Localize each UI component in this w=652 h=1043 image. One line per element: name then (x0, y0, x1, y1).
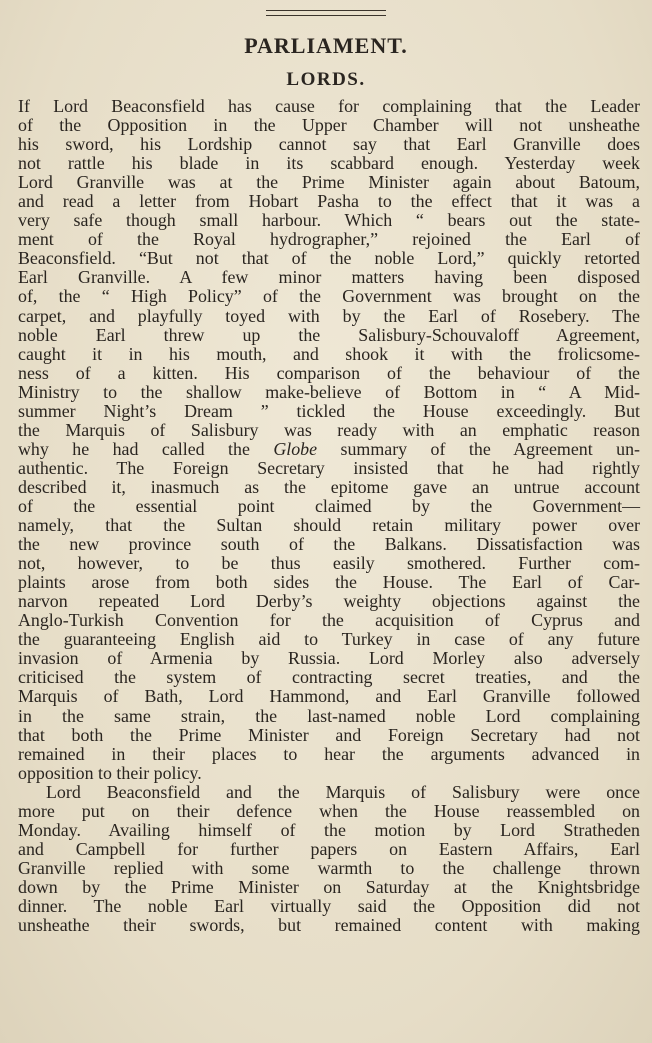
article-line: and Campbell for further papers on Eastern Affairs, Earl (18, 838, 640, 859)
article-line: Lord Granville was at the Prime Minister again about Batoum, (18, 172, 640, 193)
article-line: Beaconsfield. “But not that of the noble Lord,” quickly retorted (18, 248, 640, 269)
section-heading: PARLIAMENT. (244, 33, 408, 58)
article-line: carpet, and playfully toyed with by the Earl of Rosebery. The (18, 305, 640, 326)
article-line: very safe though small harbour. Which “ bears out the state- (18, 210, 640, 231)
article-line: Earl Granville. A few minor matters having been disposed (18, 267, 640, 288)
article-line: criticised the system of contracting secret treaties, and the (18, 667, 640, 688)
article-line: authentic. The Foreign Secretary insisted that he had rightly (18, 457, 640, 478)
article-line: Granville replied with some warmth to the challenge thrown (18, 857, 640, 878)
article-line: more put on their defence when the House reassembled on (18, 800, 640, 821)
section-subheading: LORDS. (286, 69, 366, 90)
article-line: why he had called the Globe summary of the Agreement un- (18, 438, 640, 459)
article-line: invasion of Armenia by Russia. Lord Morley also adversely (18, 648, 640, 669)
article-line: plaints arose from both sides the House. The Earl of Car- (18, 572, 640, 593)
article-line: narvon repeated Lord Derby’s weighty objections against the (18, 591, 640, 612)
article-line: the new province south of the Balkans. Dissatisfaction was (18, 534, 640, 555)
article-line: caught it in his mouth, and shook it with the frolicsome- (18, 343, 640, 364)
article-line: in the same strain, the last-named noble Lord complaining (18, 705, 640, 726)
article-line: the Marquis of Salisbury was ready with an emphatic reason (18, 419, 640, 440)
article-line: not rattle his blade in its scabbard enough. Yesterday week (18, 153, 640, 174)
article-line: remained in their places to hear the arguments advanced in (18, 743, 640, 764)
article-line: dinner. The noble Earl virtually said the Opposition did not (18, 895, 640, 916)
article-line: down by the Prime Minister on Saturday at the Knightsbridge (18, 876, 640, 897)
article-line: of the Opposition in the Upper Chamber will not unsheathe (18, 115, 640, 136)
article-body (18, 97, 640, 935)
article-line: not, however, to be thus easily smothered. Further com- (18, 553, 640, 574)
article-line: Ministry to the shallow make-believe of Bottom in “ A Mid- (18, 381, 640, 402)
article-line: and read a letter from Hobart Pasha to the effect that it was a (18, 191, 640, 212)
article-line: Lord Beaconsfield and the Marquis of Salisbury were once (46, 781, 640, 802)
article-line: namely, that the Sultan should retain military power over (18, 515, 640, 536)
article-line: ment of the Royal hydrographer,” rejoined the Earl of (18, 229, 640, 250)
article-line: Monday. Availing himself of the motion by Lord Stratheden (18, 819, 640, 840)
article-line: summer Night’s Dream ” tickled the House exceedingly. But (18, 400, 640, 421)
article-line: ness of a kitten. His comparison of the behaviour of the (18, 362, 640, 383)
article-line: that both the Prime Minister and Foreign Secretary had not (18, 724, 640, 745)
article-line: noble Earl threw up the Salisbury-Schouvaloff Agreement, (18, 324, 640, 345)
article-line: his sword, his Lordship cannot say that Earl Granville does (18, 134, 640, 155)
article-line: described it, inasmuch as the epitome gave an untrue account (18, 476, 640, 497)
article-line: of the essential point claimed by the Government— (18, 495, 640, 516)
article-line: Anglo-Turkish Convention for the acquisition of Cyprus and (18, 610, 640, 631)
top-rule (266, 10, 386, 11)
article-line: unsheathe their swords, but remained content with making (18, 915, 640, 936)
article-line: Marquis of Bath, Lord Hammond, and Earl Granville followed (18, 686, 640, 707)
article-line: If Lord Beaconsfield has cause for complaining that the Leader (18, 96, 640, 116)
top-rule-double (266, 15, 386, 16)
article-line: of, the “ High Policy” of the Government was brought on the (18, 286, 640, 307)
article-line: the guaranteeing English aid to Turkey in case of any future (18, 629, 640, 650)
article-line: opposition to their policy. (18, 762, 202, 783)
